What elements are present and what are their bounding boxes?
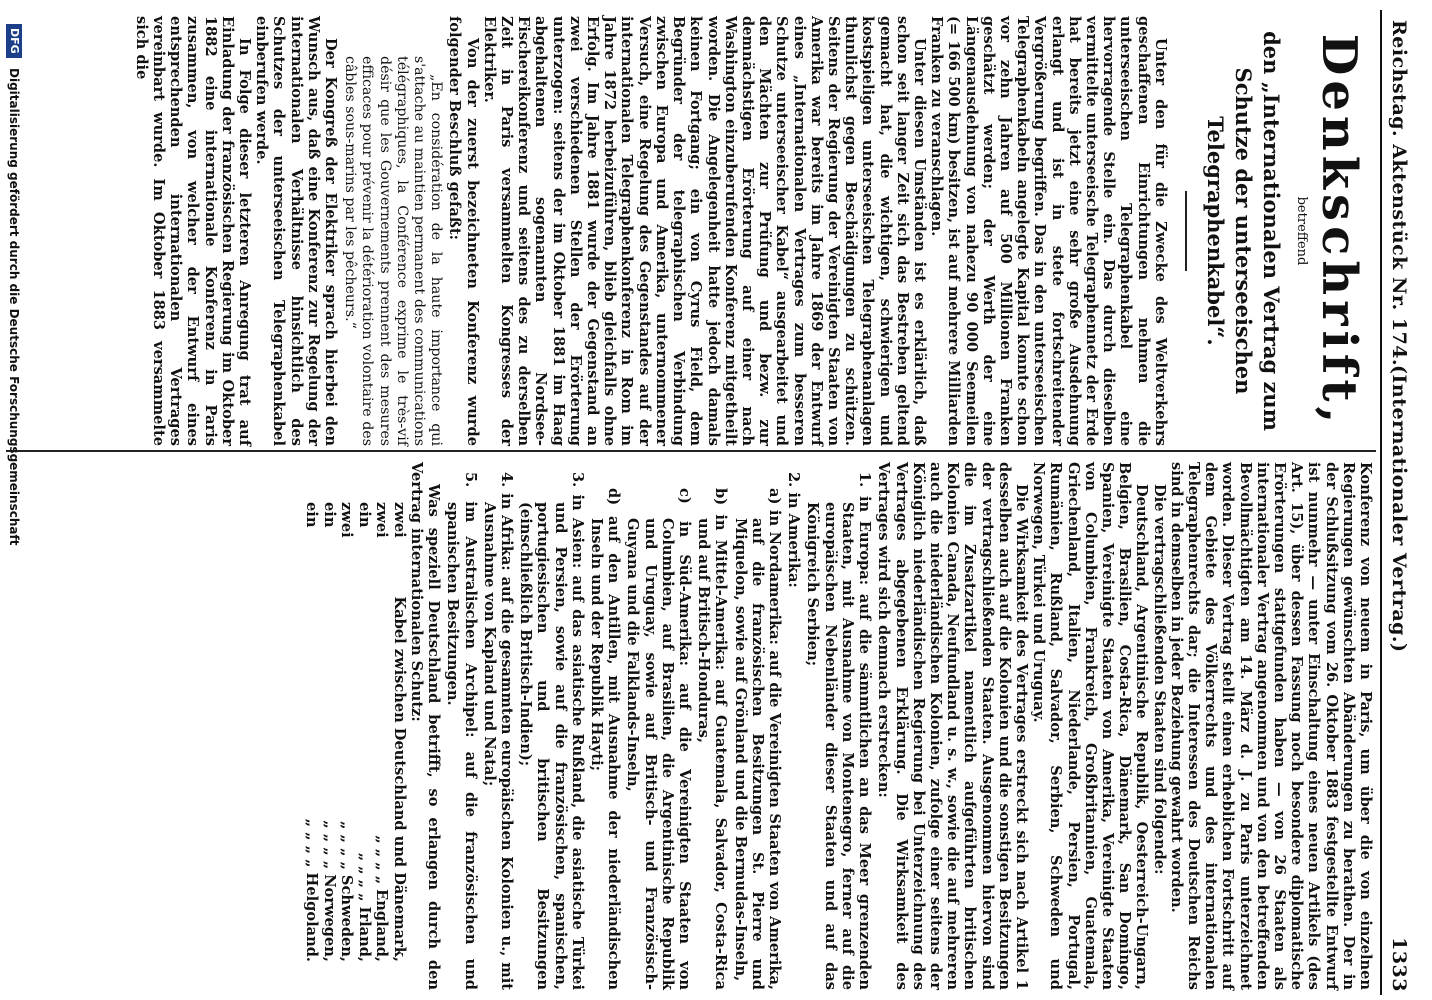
region-item: [731, 472, 783, 990]
region-text: auf die Vereinigten Staaten von Columbien, auf Brasilien, die Argentinische Republik und Uruguay, sowie auf Britisch- und Französisch-Guyana und die Falklands-Inseln,: [624, 518, 694, 990]
region-text: mit Ausnahme der niederländischen Inseln und der Republik Hayti;: [588, 518, 623, 990]
region-item: [444, 472, 478, 990]
region-item: [804, 472, 873, 990]
region-label: 2. in Amerika:: [785, 472, 803, 588]
paragraph: Der Kongreß der Elektriker sprach hierbei den Wunsch aus, daß eine Konferenz zur Regelung der internationalen Verhältnisse hinsichtlich des Schutzes der unterseeischen Telegraphenkabel einberufen werde.: [253, 16, 340, 446]
page-footer: [4, 0, 22, 1000]
header-right: [1388, 365, 1410, 992]
region-list: [444, 472, 873, 990]
cable-list: [303, 462, 408, 990]
cable-row: [373, 462, 391, 990]
page-number: 1333: [1388, 937, 1410, 992]
region-label: 5. im Australischen Archipel:: [461, 472, 479, 738]
region-item: [785, 472, 802, 990]
region-label: a) in Nordamerika:: [766, 488, 784, 645]
cable-text: „ „ „ „ England,: [373, 835, 391, 962]
region-item: [517, 472, 586, 990]
region-label: 1. in Europa:: [856, 472, 874, 586]
title-separator: [1185, 191, 1187, 271]
document-subtitle: den „Internationalen Vertrag zum Schutze der unterseeischen Telegraphenkabel“.: [1202, 31, 1284, 431]
region-text: auf die sämmtlichen an das Meer grenzenden Staaten, mit Ausnahme von Montenegro, ferner auf die europäischen Nebenländer dieser Staaten und auf das Königreich Serbien;: [804, 502, 874, 990]
region-label: b) in Mittel-Amerika:: [712, 488, 730, 671]
document-title: Denkschrift,: [1311, 33, 1367, 429]
cable-text: „ „ „ „ Schweden,: [338, 821, 356, 962]
region-label: 3. in Asien:: [568, 472, 586, 569]
cable-row: [338, 462, 356, 990]
cable-count: zwei: [338, 502, 356, 538]
region-item: [624, 472, 693, 990]
header-rule: [1380, 10, 1382, 995]
footer-text: Digitalisierung gefördert durch die Deutsche Forschungsgemeinschaft: [7, 68, 21, 546]
left-column: [133, 16, 1374, 446]
cable-row: [390, 462, 408, 990]
paragraph: Unter den für die Zwecke des Weltverkehrs geschaffenen Einrichtungen nehmen die unterseeischen Telegraphenkabel eine hervorragende Stelle ein. Das durch dieselben vermittelte unterseeische Telegraphennetz der Erde hat bereits jetzt eine sehr große Ausdehnung erlangt und ist in stete fortschreitender Vergrößerung begriffen. Das in den unterseeischen Telegraphenkabeln angelegte Kapital konnte schon vor zehn Jahren auf 500 Millionen Franken geschätzt werden; der Werth der eine Längenausdehnung von nahezu 90 000 Seemeilen (= 166 500 km) besitzen, ist auf mehrere Milliarden Franken zu veranschlagen.: [928, 16, 1169, 446]
region-label: c) in Süd-Amerika:: [676, 488, 694, 667]
cable-intro: Was speziell Deutschland betrifft, so erlangen durch den Vertrag internationalen Schutz:: [408, 462, 443, 990]
header-left: Reichstag. Aktenstück Nr. 174.: [1388, 20, 1410, 367]
dfg-logo: DFG: [6, 24, 22, 58]
region-item: [695, 472, 729, 990]
region-label: d) auf den Antillen,: [605, 488, 623, 665]
cable-count: ein: [320, 502, 338, 528]
paragraph: Die vertragschließenden Staaten sind folgende:: [1150, 484, 1168, 875]
region-text: auf das asiatische Rußland, die asiatische Türkei und Persien, sowie auf die französischen, spanischen, portugiesischen und britischen Besitzungen (einschließlich Britisch-Indien);: [517, 502, 586, 990]
cable-text: „ „ „ „ Norwegen,: [320, 820, 338, 962]
cable-row: [355, 462, 373, 990]
cable-row: [303, 462, 321, 990]
cable-text: „ „ „ „ Helgoland.: [303, 818, 321, 962]
region-text: auf die Vereinigten Staaten von Amerika, auf die französischen Besitzungen St. Pierre und Miquelon, sowie auf Grönland und die Bermudas-Inseln,: [731, 518, 784, 990]
page-header: [1384, 0, 1414, 1000]
region-text: auf die französischen und spanischen Besitzungen.: [444, 502, 479, 991]
french-quote: „En considération de la haute importance qui s'attache au maintien permanent des communications télégraphiques, la Conférence exprime le très-vif désir que les Gouvernements prennent des mesures efficaces pour prévenir la détérioration volontaire des câbles sous-marins par les pêcheurs.“: [342, 56, 445, 446]
right-column: [303, 462, 1374, 990]
region-text: auf Guatemala, Salvador, Costa-Rica und auf Britisch-Honduras,: [695, 518, 730, 990]
region-label: 4. in Afrika:: [498, 472, 516, 571]
cable-count: ein: [303, 502, 321, 528]
cable-row: [320, 462, 338, 990]
cable-count: zwei: [373, 502, 391, 538]
cable-count: ein: [355, 502, 373, 528]
paragraph: Konferenz von neuem in Paris, um über die von einzelnen Regierungen gewünschten Abänderungen zu berathen. Der in der Schlußsitzung vom 26. Oktober 1883 festgestellte Entwurf ist nunmehr — unter Einschaltung eines neuen Artikels (des Art. 15), über dessen Fassung noch besondere diplomatische Erörterungen stattgefunden haben — von 26 Staaten als internationaler Vertrag angenommen und von den betreffenden Bevollmächtigten am 14. März d. J. zu Paris unterzeichnet worden. Dieser Vertrag stellt einen erheblichen Fortschritt auf dem Gebiete des Völkerrechts und des internationalen Telegraphenrechts dar; die Interessen des Deutschen Reichs sind in demselben in jeder Beziehung gewahrt worden.: [1167, 462, 1374, 990]
paragraph: Von der zuerst bezeichneten Konferenz wurde folgender Beschluß gefaßt:: [446, 16, 481, 446]
paragraph: Unter diesen Umständen ist es erklärlich, daß schon seit langer Zeit sich das Bestreben geltend gemacht hat, die wichtigen, schwierigen und kostspieligen unterseeischen Telegraphenanlagen thunlichst gegen Beschädigungen zu schützen. Seitens der Regierung der Vereinigten Staaten von Amerika war bereits im Jahre 1869 der Entwurf eines „Internationalen Vertrages zum besseren Schutze unterseeischer Kabel“ ausgearbeitet und den Mächten zur Prüfung und bezw. zur demnächstigen Erörterung auf einer nach Washington einzuberufenden Konferenz mitgetheilt worden. Die Angelegenheit hatte jedoch damals keinen Fortgang; ein von Cyrus Field, dem Begründer der telegraphischen Verbindung zwischen Europa und Amerika, unternommener Versuch, eine Regelung des Gegenstandes auf der internationalen Telegraphenkonferenz in Rom im Jahre 1872 herbeizuführen, blieb gleichfalls ohne Erfolg. Im Jahre 1881 wurde der Gegenstand an zwei verschiedenen Stellen der Erörterung unterzogen: seitens der im Oktober 1881 im Haag abgehaltenen sogenannten Nordsee-Fischereikonferenz und seitens des zu derselben Zeit in Paris versammelten Kongresses der Elektriker.: [480, 16, 928, 446]
paragraph: Die Wirksamkeit des Vertrages erstreckt sich nach Artikel 1 desselben auch auf die Kolonien und die sonstigen Besitzungen der vertragschließenden Staaten. Ausgenommen hiervon sind die im Zusatzartikel namentlich aufgeführten britischen Kolonien Canada, Neufundland u. s. w., sowie die auf mehreren auch die niederländischen Kolonien, zufolge einer seitens der Königlich niederländischen Regierung bei Unterzeichnung des Vertrages abgegebenen Erklärung. Die Wirksamkeit des Vertrages wird sich demnach erstrecken:: [875, 462, 1030, 990]
region-item: [481, 472, 515, 990]
betreffend-label: betreffend: [1294, 196, 1309, 266]
column-divider: [6, 450, 1376, 452]
region-text: auf die gesammten europäischen Kolonien u., mit Ausnahme von Kapland und Natal;: [480, 502, 516, 990]
state-list: Deutschland, Argentinische Republik, Oesterreich-Ungarn, Belgien, Brasilien, Costa-Rica, Dänemark, San Domingo, Spanien, Vereinigte Staaten von Amerika, Vereinigte Staaten von Columbien, Frankreich, Großbritannien, Guatemala, Griechenland, Italien, Niederlande, Persien, Portugal, Rumänien, Rußland, Salvador, Serbien, Schweden und Norwegen, Türkei und Uruguay.: [1030, 462, 1151, 990]
cable-text: „ „ „ „ Irland,: [355, 852, 373, 962]
paragraph: In Folge dieser letzteren Anregung trat auf Einladung der französischen Regierung im Oktober 1882 eine internationale Konferenz in Paris zusammen, von welcher der Entwurf eines entsprechenden internationalen Vertrages vereinbart wurde. Im Oktober 1883 versammelte sich die: [132, 16, 254, 446]
header-title: (Internationaler Vertrag.): [1388, 365, 1410, 653]
region-item: [588, 472, 622, 990]
cable-text: Kabel zwischen Deutschland und Dänemark,: [390, 596, 408, 962]
cable-count: zwei: [390, 502, 408, 538]
